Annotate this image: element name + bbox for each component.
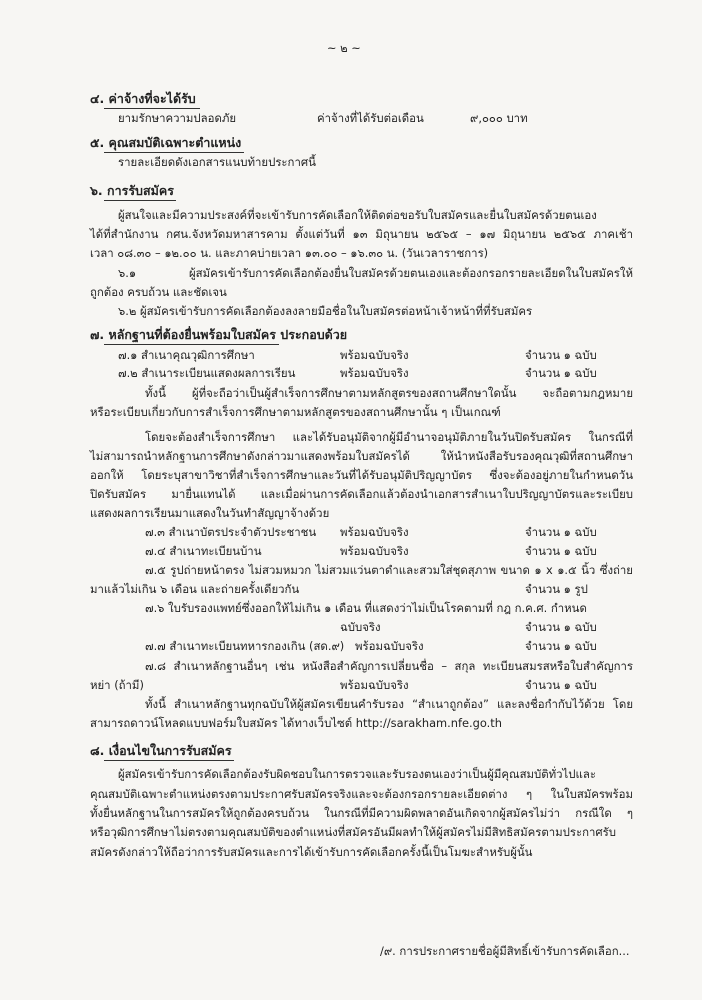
evidence-item-copy: พร้อมฉบับจริง	[340, 678, 409, 692]
page-number: ~ ๒ ~	[327, 41, 361, 55]
note-paragraph-line: ทั้งนี้ สำเนาหลักฐานทุกฉบับให้ผู้สมัครเขียนคำรับรอง “สำเนาถูกต้อง” และลงชื่อกำกับไว้ด้วย โดย	[145, 697, 633, 711]
section-7-heading: ๗. หลักฐานที่ต้องยื่นพร้อมใบสมัคร ประกอบด้วย	[90, 327, 348, 342]
evidence-item-copy: พร้อมฉบับจริง	[355, 639, 424, 653]
section-8-paragraph-line: ทั้งยื่นหลักฐานในการสมัครให้ถูกต้องครบถ้วน ในกรณีที่มีความผิดพลาดอันเกิดจากผู้สมัครไม่ว่า กรณีใด ๆ	[90, 806, 633, 820]
evidence-item-copy: พร้อมฉบับจริง	[340, 348, 409, 362]
evidence-item-copy: พร้อมฉบับจริง	[340, 366, 409, 380]
evidence-item-line: ๗.๕ รูปถ่ายหน้าตรง ไม่สวมหมวก ไม่สวมแว่นตาดำและสวมใส่ชุดสุภาพ ขนาด ๑ x ๑.๕ นิ้ว ซึ่งถ่าย	[145, 563, 633, 577]
section-8-paragraph-line: ผู้สมัครเข้ารับการคัดเลือกต้องรับผิดชอบในการตรวจและรับรองตนเองว่าเป็นผู้มีคุณสมบัติทั่วไปและ	[118, 767, 596, 781]
evidence-item-label: ๗.๒ สำเนาระเบียนแสดงผลการเรียน	[118, 366, 296, 380]
evidence-item-label: ๗.๓ สำเนาบัตรประจำตัวประชาชน	[145, 525, 317, 539]
evidence-item-count: จำนวน ๑ ฉบับ	[525, 544, 597, 558]
evidence-item-count: จำนวน ๑ ฉบับ	[525, 620, 597, 634]
section-5-text: รายละเอียดดังเอกสารแนบท้ายประกาศนี้	[118, 155, 316, 169]
section-4-underline	[104, 108, 200, 109]
note-paragraph-line: โดยจะต้องสำเร็จการศึกษา และได้รับอนุมัติจากผู้มีอำนาจอนุมัติภายในวันปิดรับสมัคร ในกรณีที่	[145, 430, 633, 444]
evidence-item-count: จำนวน ๑ รูป	[525, 582, 588, 596]
evidence-item-label: ๗.๔ สำเนาทะเบียนบ้าน	[145, 544, 262, 558]
evidence-item-line: หย่า (ถ้ามี)	[90, 678, 144, 692]
rule-6-1-line: ถูกต้อง ครบถ้วน และชัดเจน	[90, 285, 227, 299]
wage-value: ๙,๐๐๐ บาท	[470, 111, 528, 125]
note-paragraph-line: ออกให้ โดยระบุสาขาวิชาที่สำเร็จการศึกษาและวันที่ได้รับอนุมัติปริญญาบัตร ซึ่งจะต้องอยู่ภายในกำหนดวัน	[90, 468, 633, 482]
section-6-paragraph-line: ได้ที่สำนักงาน กศน.จังหวัดมหาสารคาม ตั้งแต่วันที่ ๑๓ มิถุนายน ๒๕๖๕ – ๑๗ มิถุนายน ๒๕๖๕ ภาคเช้า	[90, 227, 633, 241]
evidence-item-label: ๗.๗ สำเนาทะเบียนทหารกองเกิน (สด.๙)	[145, 639, 345, 653]
section-8-paragraph-line: หรือวุฒิการศึกษาไม่ตรงตามคุณสมบัติของตำแหน่งที่สมัครอันมีผลทำให้ผู้สมัครไม่มีสิทธิสมัครตามประกาศรับ	[90, 825, 617, 839]
wage-label: ค่าจ้างที่ได้รับต่อเดือน	[317, 111, 424, 125]
rule-6-2: ๖.๒ ผู้สมัครเข้ารับการคัดเลือกต้องลงลายมือชื่อในใบสมัครต่อหน้าเจ้าหน้าที่ที่รับสมัคร	[118, 304, 533, 318]
note-paragraph-line: ปิดรับสมัคร มายื่นแทนได้ และเมื่อผ่านการคัดเลือกแล้วต้องนำเอกสารสำเนาใบปริญญาบัตรและระเบียบ	[90, 487, 633, 501]
note-paragraph-line: ทั้งนี้ ผู้ที่จะถือว่าเป็นผู้สำเร็จการศึกษาตามหลักสูตรของสถานศึกษาใดนั้น จะถือตามกฎหมาย	[145, 386, 633, 400]
evidence-item-count: จำนวน ๑ ฉบับ	[525, 525, 597, 539]
section-5-underline	[104, 152, 244, 153]
section-7-underline	[104, 344, 279, 345]
rule-6-1-line: ๖.๑ ผู้สมัครเข้ารับการคัดเลือกต้องยื่นใบสมัครด้วยตนเองและต้องกรอกรายละเอียดในใบสมัครให้	[118, 266, 633, 280]
evidence-item-count: จำนวน ๑ ฉบับ	[525, 678, 597, 692]
evidence-item-label: ๗.๑ สำเนาคุณวุฒิการศึกษา	[118, 348, 255, 362]
note-paragraph-line: สามารถดาวน์โหลดแบบฟอร์มใบสมัคร ได้ทางเว็บไซต์ http://sarakham.nfe.go.th	[90, 716, 502, 730]
evidence-item-line: มาแล้วไม่เกิน ๖ เดือน และถ่ายครั้งเดียวกัน	[90, 582, 300, 596]
section-6-paragraph-line: เวลา ๐๘.๓๐ – ๑๒.๐๐ น. และภาคบ่ายเวลา ๑๓.๐๐ – ๑๖.๓๐ น. (วันเวลาราชการ)	[90, 246, 489, 260]
footer-continuation: /๙. การประกาศรายชื่อผู้มีสิทธิ์เข้ารับการคัดเลือก...	[380, 944, 630, 958]
position-name: ยามรักษาความปลอดภัย	[118, 111, 237, 125]
section-6-underline	[104, 200, 176, 201]
evidence-item-count: จำนวน ๑ ฉบับ	[525, 348, 597, 362]
section-8-paragraph-line: คุณสมบัติเฉพาะตำแหน่งตรงตามประกาศรับสมัครจริงและจะต้องกรอกรายละเอียดต่าง ๆ ในใบสมัครพร้อม	[90, 787, 633, 801]
section-6-heading: ๖. การรับสมัคร	[90, 183, 174, 198]
section-4-heading: ๔. ค่าจ้างที่จะได้รับ	[90, 91, 196, 106]
section-8-paragraph-line: สมัครดังกล่าวให้ถือว่าการรับสมัครและการได้เข้ารับการคัดเลือกครั้งนี้เป็นโมฆะสำหรับผู้นั้น	[90, 845, 533, 859]
evidence-item-count: จำนวน ๑ ฉบับ	[525, 366, 597, 380]
section-6-paragraph-line: ผู้สนใจและมีความประสงค์ที่จะเข้ารับการคัดเลือกให้ติดต่อขอรับใบสมัครและยื่นใบสมัครด้วยตนเอง	[118, 208, 597, 222]
evidence-item-copy: พร้อมฉบับจริง	[340, 544, 409, 558]
evidence-item-line: ๗.๘ สำเนาหลักฐานอื่นๆ เช่น หนังสือสำคัญการเปลี่ยนชื่อ – สกุล ทะเบียนสมรสหรือใบสำคัญการ	[145, 659, 633, 673]
evidence-item-count: จำนวน ๑ ฉบับ	[525, 639, 597, 653]
note-paragraph-line: แสดงผลการเรียนมาแสดงในวันทำสัญญาจ้างด้วย	[90, 506, 330, 520]
evidence-item-copy: ฉบับจริง	[340, 620, 381, 634]
section-5-heading: ๕. คุณสมบัติเฉพาะตำแหน่ง	[90, 135, 242, 150]
section-8-heading: ๘. เงื่อนไขในการรับสมัคร	[90, 743, 232, 758]
section-8-underline	[104, 760, 234, 761]
note-paragraph-line: ไม่สามารถนำหลักฐานการศึกษาดังกล่าวมาแสดงพร้อมใบสมัครได้ ให้นำหนังสือรับรองคุณวุฒิที่สถานศึกษา	[90, 449, 633, 463]
evidence-item-copy: พร้อมฉบับจริง	[340, 525, 409, 539]
evidence-item-line: ๗.๖ ใบรับรองแพทย์ซึ่งออกให้ไม่เกิน ๑ เดือน ที่แสดงว่าไม่เป็นโรคตามที่ กฎ ก.ค.ศ. กำหนด	[145, 601, 587, 615]
note-paragraph-line: หรือระเบียบเกี่ยวกับการสำเร็จการศึกษาตามหลักสูตรของสถานศึกษานั้น ๆ เป็นเกณฑ์	[90, 405, 501, 419]
